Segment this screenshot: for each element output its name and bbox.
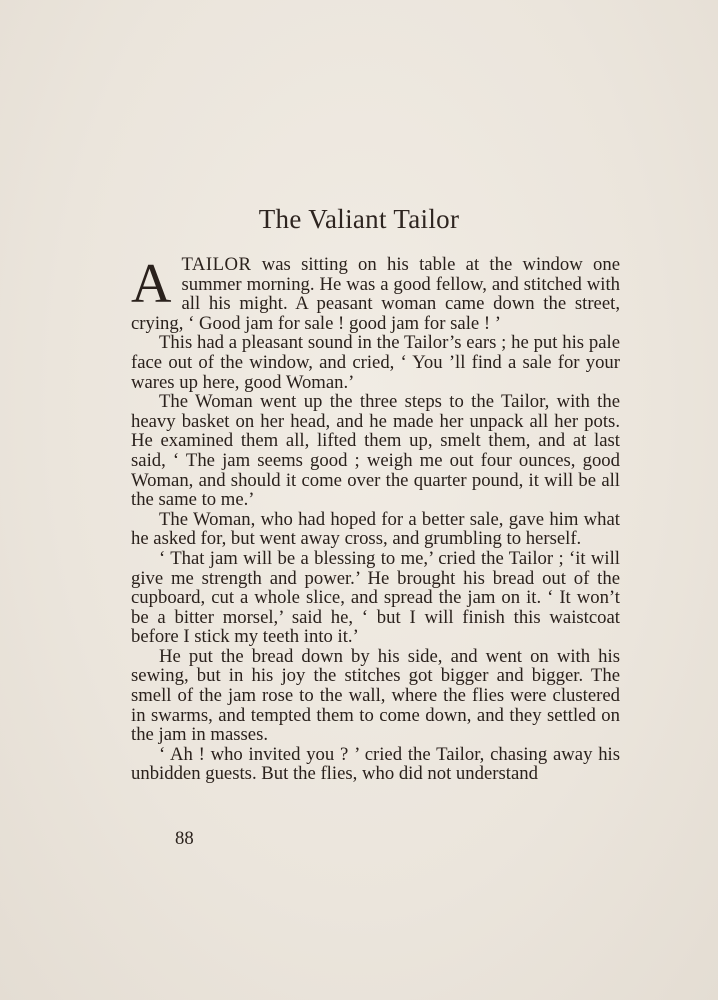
drop-cap: A [131,253,172,315]
first-word: TAILOR [181,254,252,275]
page-title: The Valiant Tailor [258,204,460,234]
story-text [131,255,620,784]
paragraph-4: The Woman, who had hoped for a better sale, gave him what he asked for, but went away cross, and grumbling to herself. [131,508,620,550]
paragraph-text: was sitting on his table at the window one summer morning. He was a good fellow, and stitched with all his might. A peasant woman came down the street, crying, ‘ Good jam for sale ! good jam for sale ! ’ [131,254,620,334]
paragraph-5: ‘ That jam will be a blessing to me,’ cried the Tailor ; ‘it will give me strength and power.’ He brought his bread out of the cupboard, cut a whole slice, and spread the jam on it. ‘ It won’t be a bitter morsel,’ said he, ‘ but I will finish this waistcoat before I stick my teeth into it.’ [131,547,620,648]
paragraph-6: He put the bread down by his side, and went on with his sewing, but in his joy the stitches got bigger and bigger. The smell of the jam rose to the wall, where the flies were clustered in swarms, and tempted them to come down, and they settled on the jam in masses. [131,645,620,746]
paragraph-1 [131,255,620,333]
paragraph-2: This had a pleasant sound in the Tailor’s ears ; he put his pale face out of the window, and cried, ‘ You ’ll find a sale for your wares up here, good Woman.’ [131,332,620,393]
paragraph-3: The Woman went up the three steps to the Tailor, with the heavy basket on her head, and he made her unpack all her pots. He examined them all, lifted them up, smelt them, and at last said, ‘ The jam seems good ; weigh me out four ounces, good Woman, and should it come over the quarter pound, it will be all the same to me.’ [131,391,620,511]
paragraph-7: ‘ Ah ! who invited you ? ’ cried the Tailor, chasing away his unbidden guests. But the flies, who did not understand [131,743,620,785]
page-number: 88 [175,828,194,849]
